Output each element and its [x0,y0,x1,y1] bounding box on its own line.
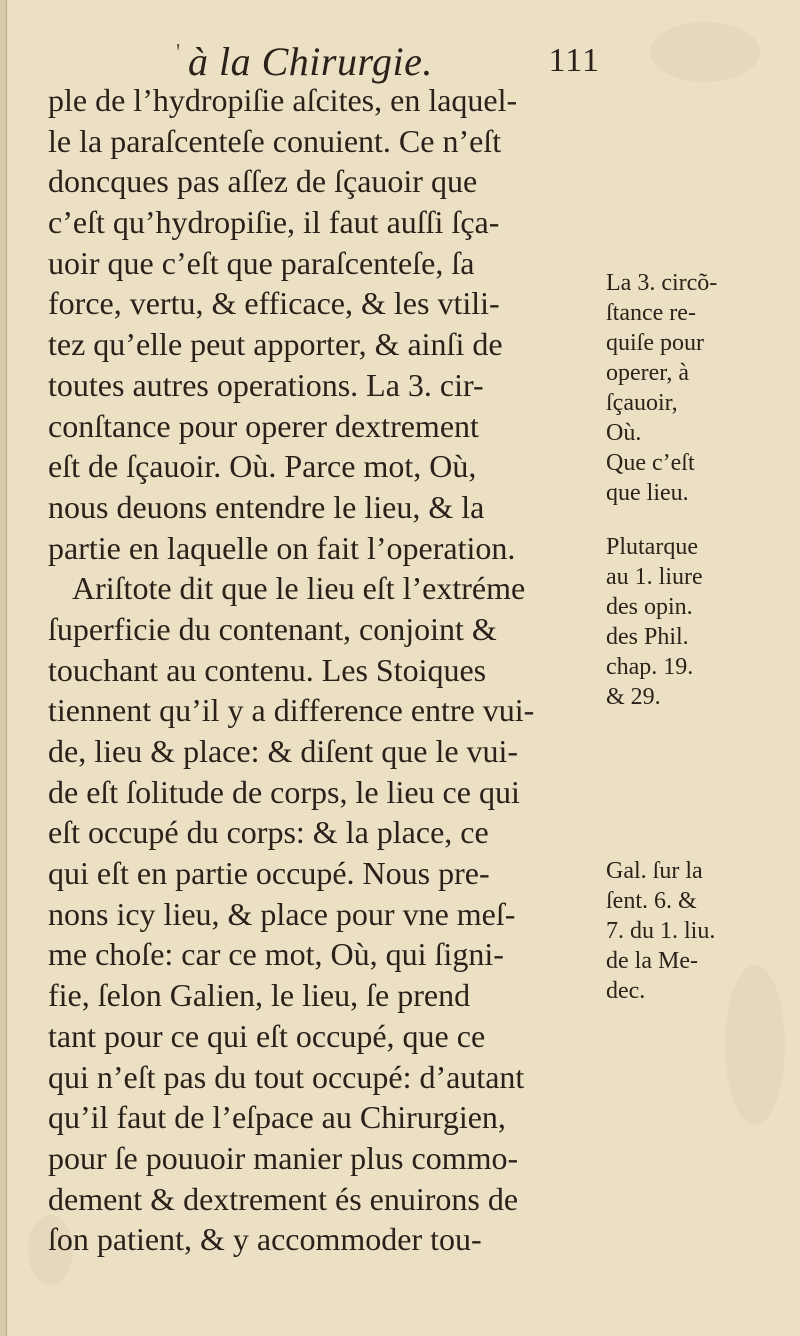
text-line [48,243,596,284]
margin-note-line: que lieu. [606,480,689,506]
page-number: 111 [548,42,600,79]
text-line [48,406,596,447]
text-line-content: tiennent qu’il y a difference entre vui- [48,692,535,729]
text-line-content: tant pour ce qui eſt occupé, que ce [48,1017,486,1054]
margin-note-line: des Phil. [606,624,689,650]
text-line [48,812,596,853]
text-line [48,934,596,975]
text-line-content: ple de l’hydropiſie aſcites, en laquel- [48,82,518,118]
margin-note-line: Que c’eſt [606,450,695,476]
text-line [48,202,596,243]
text-line-content: eſt occupé du corps: & la place, ce [48,814,489,851]
text-line-content: qui n’eſt pas du tout occupé: d’autant [48,1058,525,1095]
text-line [48,650,596,691]
margin-note-line: & 29. [606,684,661,710]
text-line [48,568,596,609]
main-text-column [48,80,596,1260]
margin-note-line: de la Me- [606,948,698,974]
margin-note-line: 7. du 1. liu. [606,918,716,944]
text-line [48,324,596,365]
text-line [48,487,596,528]
margin-note-line: Gal. ſur la [606,858,703,884]
text-line-content: ſuperficie du contenant, conjoint & [48,610,497,647]
text-line-content: qui eſt en partie occupé. Nous pre- [48,855,490,892]
text-line [48,1138,596,1179]
text-line-content: touchant au contenu. Les Stoiques [48,651,487,688]
margin-note-circumstance [606,268,770,508]
text-line-content: de, lieu & place: & diſent que le vui- [48,733,519,769]
print-mark: ' [176,40,181,66]
margin-note-plutarch [606,532,770,712]
text-line-content: conſtance pour operer dextrement [48,407,479,444]
text-line [48,690,596,731]
margin-note-line: chap. 19. [606,654,694,680]
margin-note-line: dec. [606,978,646,1004]
page-gutter-edge [0,0,7,1336]
margin-note-line: Où. [606,420,642,446]
text-line [48,80,596,121]
margin-note-line: ſent. 6. & [606,888,697,914]
text-line-content: pour ſe pouuoir manier plus commo- [48,1139,519,1176]
text-line [48,1057,596,1098]
text-line [48,365,596,406]
margin-note-line: ſçauoir, [606,390,678,416]
text-line [48,894,596,935]
text-line-content: dement & dextrement és enuirons de [48,1180,519,1217]
text-line [48,121,596,162]
margin-note-line: au 1. liure [606,564,703,590]
running-head-title: à la Chirurgie. [188,39,433,84]
text-line-content: nons icy lieu, & place pour vne meſ- [48,895,516,932]
text-line [48,161,596,202]
text-line [48,1016,596,1057]
text-line-content: de eſt ſolitude de corps, le lieu ce qui [48,773,520,810]
margin-note-line: La 3. circõ- [606,270,718,296]
text-line-content: toutes autres operations. La 3. cir- [48,366,484,403]
text-line [48,975,596,1016]
margin-note-line: quiſe pour [606,330,704,356]
margin-note-line: ſtance re- [606,300,696,326]
text-line-content: uoir que c’eſt que paraſcenteſe, ſa [48,244,475,281]
text-line [48,731,596,772]
text-line-content: force, vertu, & efficace, & les vtili- [48,285,500,322]
text-line-content: doncques pas aſſez de ſçauoir que [48,163,478,200]
text-line-content: fie, ſelon Galien, le lieu, ſe prend [48,977,471,1014]
text-line-content: c’eſt qu’hydropiſie, il faut auſſi ſça- [48,204,500,241]
text-line-content: qu’il faut de l’eſpace au Chirurgien, [48,1099,506,1136]
text-line-content: me choſe: car ce mot, Où, qui ſigni- [48,936,504,973]
margin-note-line: operer, à [606,360,689,386]
margin-note-line: Plutarque [606,534,698,560]
text-line [48,1219,596,1260]
text-line-content: nous deuons entendre le lieu, & la [48,488,485,525]
text-line-content: tez qu’elle peut apporter, & ainſi de [48,326,503,363]
text-line [48,283,596,324]
text-line [48,446,596,487]
paper-stain [650,22,760,82]
margin-note-line: des opin. [606,594,693,620]
text-line [48,1097,596,1138]
margin-note-galen [606,856,770,1006]
text-line-content: Ariſtote dit que le lieu eſt l’extréme [72,570,526,607]
text-line-content: ſon patient, & y accommoder tou- [48,1221,482,1258]
text-line-content: le la paraſcenteſe conuient. Ce n’eſt [48,122,502,159]
text-line [48,1179,596,1220]
text-line [48,853,596,894]
text-line [48,528,596,569]
text-line [48,772,596,813]
text-line [48,609,596,650]
text-line-content: partie en laquelle on fait l’operation. [48,529,516,566]
text-line-content: eſt de ſçauoir. Où. Parce mot, Où, [48,448,477,485]
